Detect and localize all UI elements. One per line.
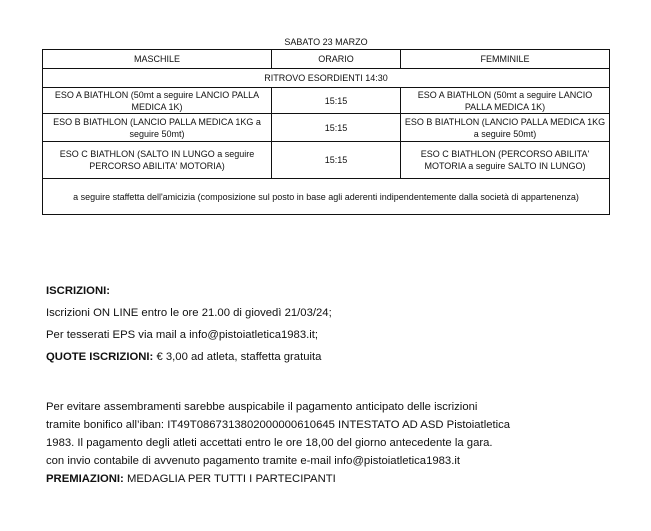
payment-line: tramite bonifico all’iban: IT49T0867313802000000610645 INTESTATO AD ASD Pistoiatletica (46, 419, 511, 431)
male-event: ESO A BIATHLON (50mt a seguire LANCIO PALLA MEDICA 1K) (43, 88, 272, 114)
female-event: ESO A BIATHLON (50mt a seguire LANCIO PALLA MEDICA 1K) (401, 88, 610, 114)
iscrizioni-eps: Per tesserati EPS via mail a info@pistoiatletica1983.it; (46, 329, 319, 341)
staffetta-note: a seguire staffetta dell'amicizia (composizione sul posto in base agli aderenti indipendentemente dalla società di appartenenza) (43, 179, 610, 215)
iscrizioni-heading: ISCRIZIONI: (46, 285, 111, 297)
event-time: 15:15 (272, 114, 401, 142)
header-femminile: FEMMINILE (401, 50, 610, 69)
table-row (43, 88, 610, 114)
header-orario: ORARIO (272, 50, 401, 69)
payment-line: 1983. Il pagamento degli atleti accettati entro le ore 18,00 del giorno antecedente la gara. (46, 437, 493, 449)
female-event: ESO B BIATHLON (LANCIO PALLA MEDICA 1KG a seguire 50mt) (401, 114, 610, 142)
event-time: 15:15 (272, 142, 401, 179)
event-time: 15:15 (272, 88, 401, 114)
table-row (43, 142, 610, 179)
male-event: ESO B BIATHLON (LANCIO PALLA MEDICA 1KG a seguire 50mt) (43, 114, 272, 142)
quote-value: € 3,00 ad atleta, staffetta gratuita (153, 351, 322, 363)
male-event: ESO C BIATHLON (SALTO IN LUNGO a seguire PERCORSO ABILITA' MOTORIA) (43, 142, 272, 179)
female-event: ESO C BIATHLON (PERCORSO ABILITA' MOTORIA a seguire SALTO IN LUNGO) (401, 142, 610, 179)
header-maschile: MASCHILE (43, 50, 272, 69)
premiazioni-value: MEDAGLIA PER TUTTI I PARTECIPANTI (123, 473, 336, 485)
schedule-table (42, 49, 610, 215)
payment-line: Per evitare assembramenti sarebbe auspicabile il pagamento anticipato delle iscrizioni (46, 401, 478, 413)
table-row (43, 114, 610, 142)
quote-label: QUOTE ISCRIZIONI: (46, 351, 154, 363)
table-header-row (43, 50, 610, 69)
iscrizioni-online: Iscrizioni ON LINE entro le ore 21.00 di giovedì 21/03/24; (46, 307, 332, 319)
payment-line: con invio contabile di avvenuto pagamento tramite e-mail info@pistoiatletica1983.it (46, 455, 460, 467)
ritrovo-row: RITROVO ESORDIENTI 14:30 (43, 69, 610, 88)
premiazioni-label: PREMIAZIONI: (46, 473, 124, 485)
schedule-title: SABATO 23 MARZO (284, 37, 368, 47)
